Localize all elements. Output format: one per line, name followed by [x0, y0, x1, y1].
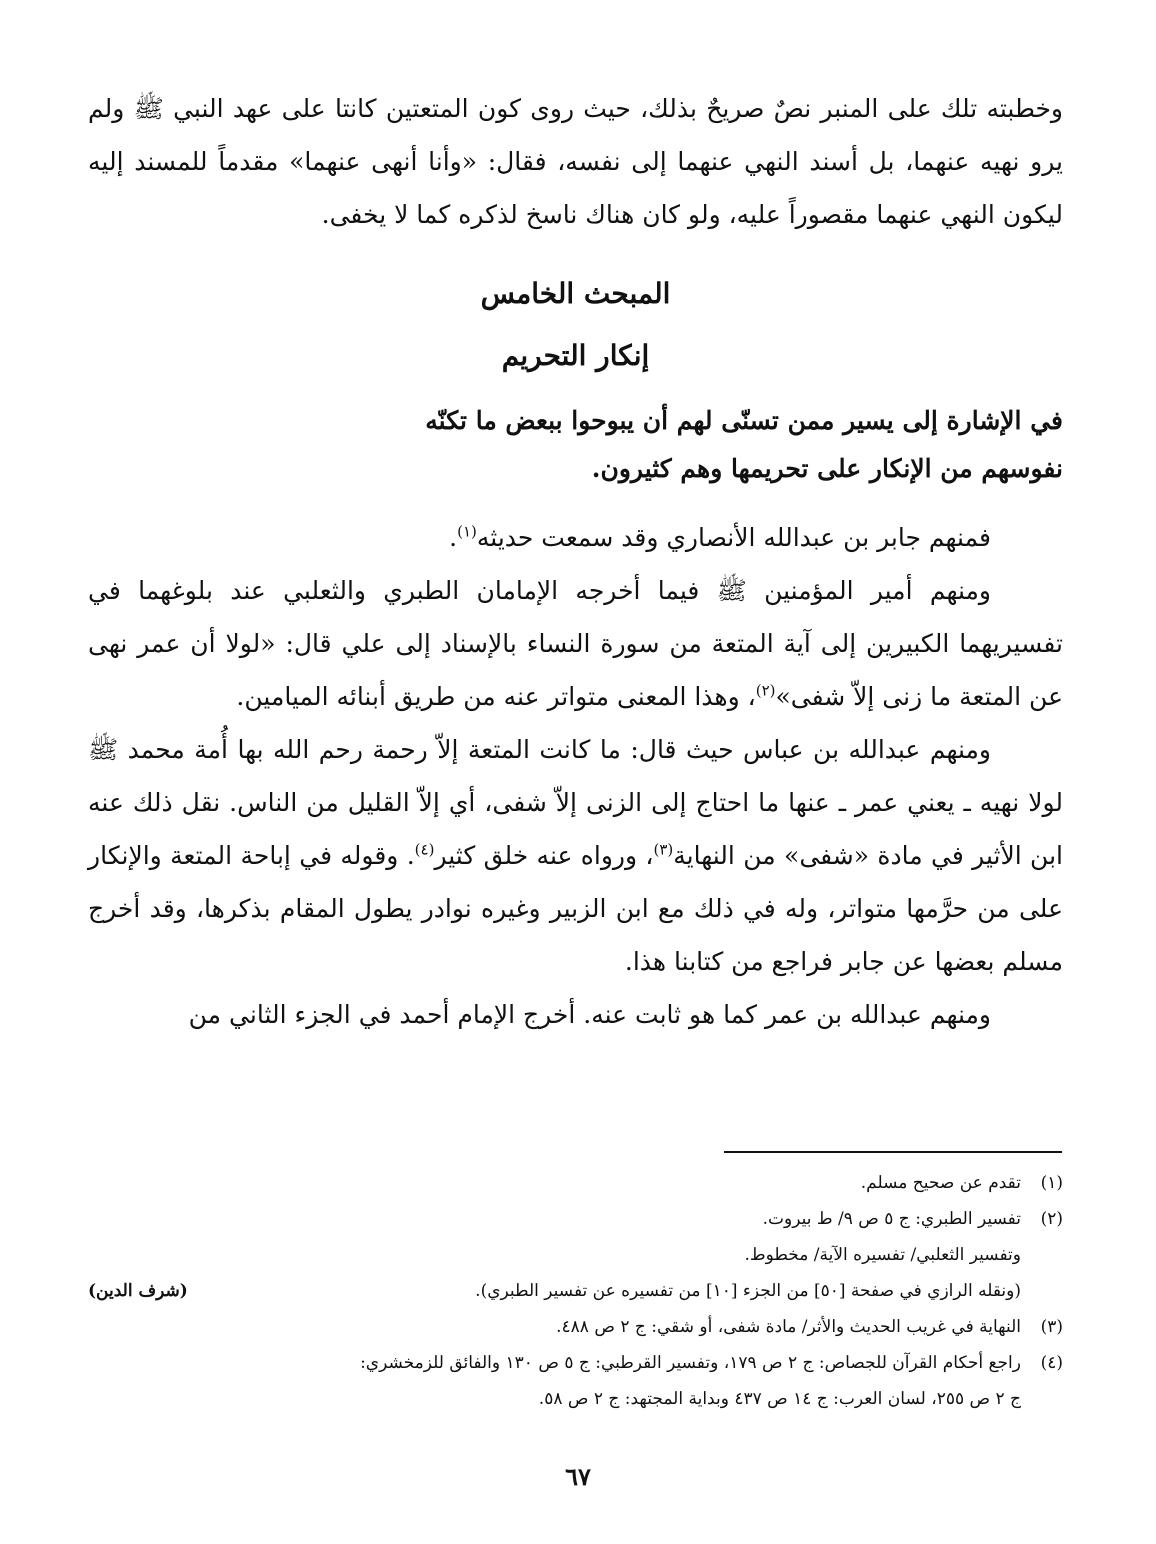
footnote-text: تقدم عن صحيح مسلم.	[860, 1173, 1021, 1193]
footnote-ref-3: (٣)	[653, 840, 674, 859]
footnote-separator	[724, 1151, 1062, 1153]
paragraph-2	[88, 511, 1063, 564]
footnote-number: (٣)	[1040, 1317, 1063, 1337]
footnote-2	[88, 1201, 1063, 1309]
paragraph-4-text-b: ، ورواه عنه خلق كثير	[434, 841, 654, 870]
paragraph-2-text: فمنهم جابر بن عبدالله الأنصاري وقد سمعت حديثه	[476, 523, 991, 552]
page-number: ٦٧	[565, 1462, 591, 1491]
footnote-3	[88, 1309, 1063, 1345]
footnote-4	[88, 1345, 1063, 1417]
footnote-2-line-3: (ونقله الرازي في صفحة [٥٠] من الجزء [١٠] من تفسيره عن تفسير الطبري).	[475, 1281, 1021, 1301]
footnote-2-line-2: وتفسير الثعلبي/ تفسيره الآية/ مخطوط.	[744, 1245, 1021, 1265]
paragraph-5: ومنهم عبدالله بن عمر كما هو ثابت عنه. أخرج الإمام أحمد في الجزء الثاني من	[188, 1000, 991, 1029]
paragraph-3-text-a: ومنهم أمير المؤمنين ﷺ فيما أخرجه الإمامان الطبري والثعلبي عند بلوغهما في تفسيريهما الكبيرين إلى آية المتعة من سورة النساء بالإسناد إلى علي قال: «لولا أن عمر نهى عن المتعة ما زنى إلاّ شفى»	[88, 576, 1063, 711]
footnote-ref-1: (١)	[457, 522, 477, 541]
section-subheading: إنكار التحريم	[501, 339, 650, 372]
paragraph-1: وخطبته تلك على المنبر نصٌ صريحٌ بذلك، حيث روى كون المتعتين كانتا على عهد النبي ﷺ ولم يرو نهيه عنهما، بل أسند النهي عنهما إلى نفسه، فقال: «وأنا أنهى عنهما» مقدماً للمسند إليه ليكون النهي عنهما مقصوراً عليه، ولو كان هناك ناسخ لذكره كما لا يخفى.	[88, 94, 1063, 229]
section-heading: المبحث الخامس	[480, 277, 671, 310]
footnote-2-line-1: تفسير الطبري: ج ٥ ص ٩/ ط بيروت.	[762, 1209, 1021, 1229]
paragraph-3-text-b: ، وهذا المعنى متواتر عنه من طريق أبنائه الميامين.	[236, 682, 756, 711]
author-signature: (شرف الدين)	[88, 1281, 188, 1301]
footnote-ref-4: (٤)	[414, 840, 435, 859]
footnote-number: (٤)	[1040, 1353, 1063, 1373]
footnote-1	[88, 1165, 1063, 1201]
footnote-text: النهاية في غريب الحديث والأثر/ مادة شفى، أو شقي: ج ٢ ص ٤٨٨.	[556, 1317, 1021, 1337]
footnote-number: (١)	[1040, 1173, 1063, 1193]
main-text	[88, 82, 1063, 1041]
footnote-ref-2: (٢)	[755, 681, 776, 700]
paragraph-4-text-c: . وقوله في إباحة المتعة والإنكار على من حرَّمها متواتر، وله في ذلك مع ابن الزبير وغيره نوادر يطول المقام بذكرها، وقد أخرج مسلم بعضها عن جابر فراجع من كتابنا هذا.	[88, 841, 1063, 976]
footnote-4-line-1: راجع أحكام القرآن للجصاص: ج ٢ ص ١٧٩، وتفسير القرطبي: ج ٥ ص ١٣٠ والفائق للزمخشري:	[360, 1353, 1021, 1373]
footnote-4-line-2: ج ٢ ص ٢٥٥، لسان العرب: ج ١٤ ص ٤٣٧ وبداية المجتهد: ج ٢ ص ٥٨.	[538, 1389, 1021, 1409]
paragraph-4-text-a: ومنهم عبدالله بن عباس حيث قال: ما كانت المتعة إلاّ رحمة رحم الله بها أُمة محمد ﷺ لولا نهيه ـ يعني عمر ـ عنها ما احتاج إلى الزنى إلاّ شفى، أي إلاّ القليل من الناس. نقل ذلك عنه ابن الأثير في مادة «شفى» من النهاية	[88, 735, 1063, 870]
paragraph-2-end: .	[449, 523, 458, 552]
section-intro: في الإشارة إلى يسير ممن تسنّى لهم أن يبوحوا ببعض ما تكنّه نفوسهم من الإنكار على تحريمها وهم كثيرون.	[425, 406, 1063, 483]
footnotes	[88, 1165, 1063, 1417]
footnote-number: (٢)	[1040, 1209, 1063, 1229]
paragraph-4	[88, 723, 1063, 988]
paragraph-3	[88, 564, 1063, 723]
